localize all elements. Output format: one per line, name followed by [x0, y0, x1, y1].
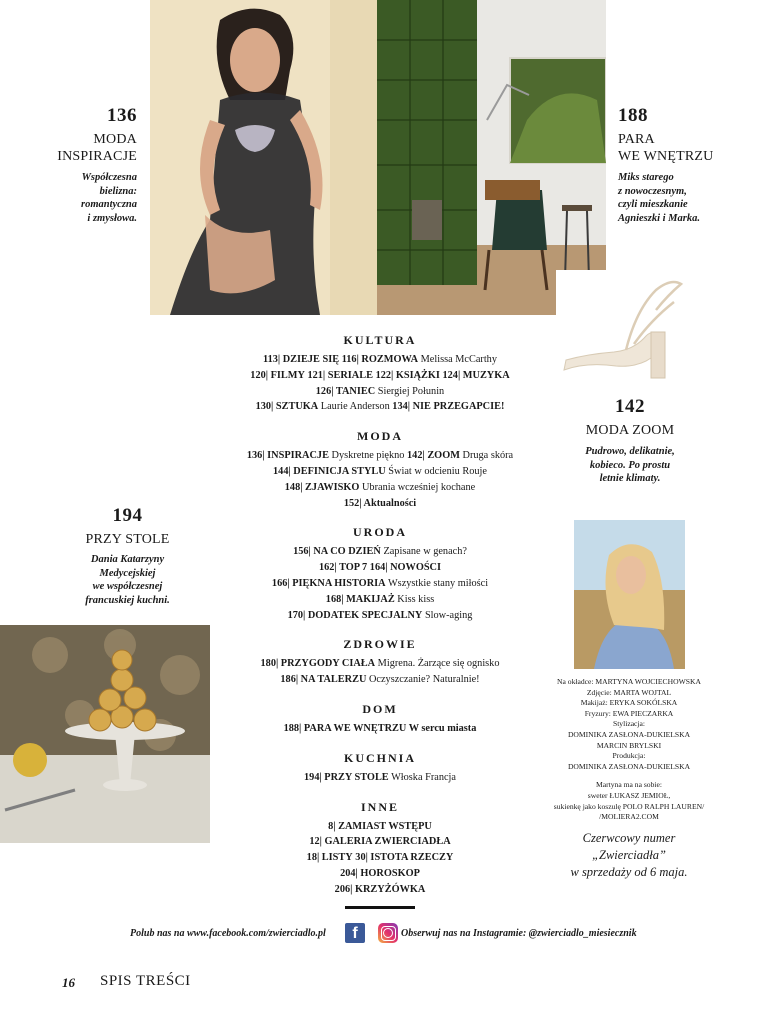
facebook-icon[interactable]: f	[345, 923, 365, 943]
feature-description: romantyczna	[80, 199, 137, 210]
toc-entry[interactable]: 194| PRZY STOLE Włoska Francja	[304, 771, 456, 783]
table-of-contents	[215, 333, 545, 923]
toc-section-inne	[215, 800, 545, 909]
instagram-icon[interactable]	[378, 923, 398, 943]
feature-moda-zoom[interactable]	[560, 397, 700, 486]
credit-line: Fryzury: EWA PIECZARKA	[584, 708, 674, 718]
toc-entry[interactable]: 113| DZIEJE SIĘ 116| ROZMOWA Melissa McCarthy	[263, 354, 497, 365]
toc-entry[interactable]: 8| ZAMIAST WSTĘPU	[328, 820, 432, 832]
credit-line: Makijaż: ERYKA SOKÓLSKA	[580, 698, 678, 708]
facebook-link[interactable]: Polub nas na www.facebook.com/zwierciadlo.pl	[130, 928, 326, 939]
toc-section-heading: DOM	[362, 701, 398, 716]
feature-description: Medycejskiej	[99, 567, 156, 579]
cover-portrait-photo	[574, 520, 685, 669]
interior-photo	[377, 0, 606, 315]
feature-page-number: 136	[107, 105, 137, 126]
feature-title: INSPIRACJE	[57, 149, 137, 164]
toc-entry[interactable]: 152| Aktualności	[343, 497, 417, 509]
credit-line: DOMINIKA ZASŁONA-DUKIELSKA	[567, 729, 691, 739]
feature-moda-inspiracje[interactable]	[30, 106, 137, 225]
food-photo	[0, 625, 210, 843]
divider	[345, 906, 415, 909]
toc-entry[interactable]: 168| MAKIJAŻ Kiss kiss	[325, 593, 435, 605]
credit-line: Stylizacja:	[612, 719, 646, 729]
credit-line: MARCIN BRYLSKI	[596, 740, 662, 750]
toc-entry[interactable]: 18| LISTY 30| ISTOTA RZECZY	[306, 852, 454, 864]
feature-page-number: 188	[618, 105, 648, 126]
toc-entry[interactable]: 166| PIĘKNA HISTORIA Wszystkie stany miłości	[271, 577, 489, 589]
page-number: 16	[62, 975, 75, 990]
next-issue-line: „Zwierciadła”	[592, 848, 666, 862]
credit-line: Produkcja:	[612, 751, 646, 761]
toc-section-moda	[215, 429, 545, 511]
credit-line: DOMINIKA ZASŁONA-DUKIELSKA	[567, 761, 691, 771]
toc-entry[interactable]: 148| ZJAWISKO Ubrania wcześniej kochane	[284, 481, 476, 493]
toc-section-kultura	[215, 333, 545, 415]
toc-entry[interactable]: 204| HOROSKOP	[340, 867, 420, 879]
toc-entry[interactable]: 144| DEFINICJA STYLU Świat w odcieniu Rouje	[273, 465, 487, 477]
toc-section-zdrowie	[215, 637, 545, 688]
toc-entry[interactable]: 12| GALERIA ZWIERCIADŁA	[309, 836, 451, 848]
toc-section-heading: ZDROWIE	[343, 637, 417, 652]
feature-przy-stole[interactable]	[60, 506, 195, 607]
credit-line: Martyna ma na sobie:	[595, 780, 662, 790]
feature-description: francuskiej kuchni.	[85, 594, 170, 606]
toc-section-heading: KUCHNIA	[343, 750, 416, 765]
toc-section-dom	[215, 702, 545, 737]
feature-description: kobieco. Po prostu	[589, 459, 671, 471]
toc-entry[interactable]: 170| DODATEK SPECJALNY Slow-aging	[287, 609, 473, 621]
feature-description: z nowoczesnym,	[618, 185, 687, 197]
feature-description: Współczesna	[81, 172, 137, 183]
credit-line: sukienkę jako koszulę POLO RALPH LAUREN/	[553, 801, 705, 811]
feature-description: Pudrowo, delikatnie,	[585, 446, 675, 457]
feature-description: Dania Katarzyny	[90, 554, 165, 565]
feature-description: Miks starego	[618, 172, 674, 183]
toc-entry[interactable]: 186| NA TALERZU Oczyszczanie? Naturalnie!	[280, 674, 480, 686]
toc-entry[interactable]: 130| SZTUKA Laurie Anderson 134| NIE PRZEGAPCIE!	[255, 401, 505, 413]
toc-section-heading: INNE	[360, 799, 399, 814]
toc-entry[interactable]: 180| PRZYGODY CIAŁA Migrena. Żarzące się ognisko	[260, 658, 500, 670]
toc-section-kuchnia	[215, 751, 545, 786]
credit-line: /MOLIERA2.COM	[599, 812, 659, 822]
social-links	[0, 922, 782, 946]
feature-title: WE WNĘTRZU	[618, 149, 714, 164]
feature-description: i zmysłowa.	[87, 212, 137, 224]
credit-line: Zdjęcie: MARTA WOJTAL	[586, 687, 672, 697]
feature-page-number: 194	[112, 505, 143, 526]
next-issue-note	[541, 830, 717, 881]
toc-section-uroda	[215, 525, 545, 623]
feature-title: PARA	[618, 132, 655, 147]
credit-line: sweter ŁUKASZ JEMIOŁ,	[587, 790, 671, 800]
toc-section-heading: KULTURA	[343, 333, 417, 347]
feature-page-number: 142	[615, 396, 645, 417]
feature-title: PRZY STOLE	[85, 532, 170, 547]
toc-entry[interactable]: 188| PARA WE WNĘTRZU W sercu miasta	[283, 722, 477, 734]
toc-entry[interactable]: 136| INSPIRACJE Dyskretne piękno 142| ZOOM Druga skóra	[246, 450, 514, 462]
next-issue-line: Czerwcowy numer	[582, 831, 676, 845]
feature-description: we współczesnej	[92, 581, 163, 592]
toc-entry[interactable]: 126| TANIEC Siergiej Połunin	[315, 385, 445, 397]
feature-para-we-wnetrzu[interactable]	[618, 106, 768, 225]
next-issue-line: w sprzedaży od 6 maja.	[570, 865, 688, 879]
toc-entry[interactable]: 206| KRZYŻÓWKA	[334, 883, 426, 895]
sandal-photo	[556, 270, 688, 385]
feature-description: bielizna:	[99, 185, 137, 197]
toc-entry[interactable]: 162| TOP 7 164| NOWOŚCI	[318, 562, 442, 574]
toc-section-heading: URODA	[353, 525, 407, 540]
feature-description: letnie klimaty.	[599, 473, 661, 484]
toc-entry[interactable]: 120| FILMY 121| SERIALE 122| KSIĄŻKI 124| MUZYKA	[250, 369, 510, 381]
cover-credits	[541, 677, 717, 823]
feature-title: MODA	[93, 132, 137, 147]
page-section-title: SPIS TREŚCI	[100, 973, 191, 989]
feature-description: Agnieszki i Marka.	[618, 212, 700, 224]
instagram-link[interactable]: Obserwuj nas na Instagramie: @zwierciadlo_miesiecznik	[401, 928, 637, 939]
credit-line: Na okładce: MARTYNA WOJCIECHOWSKA	[557, 677, 701, 686]
fashion-photo	[150, 0, 377, 315]
toc-entry[interactable]: 156| NA CO DZIEŃ Zapisane w genach?	[293, 546, 467, 558]
toc-section-heading: MODA	[357, 429, 403, 444]
feature-description: czyli mieszkanie	[618, 199, 688, 210]
feature-title: MODA ZOOM	[585, 423, 675, 438]
